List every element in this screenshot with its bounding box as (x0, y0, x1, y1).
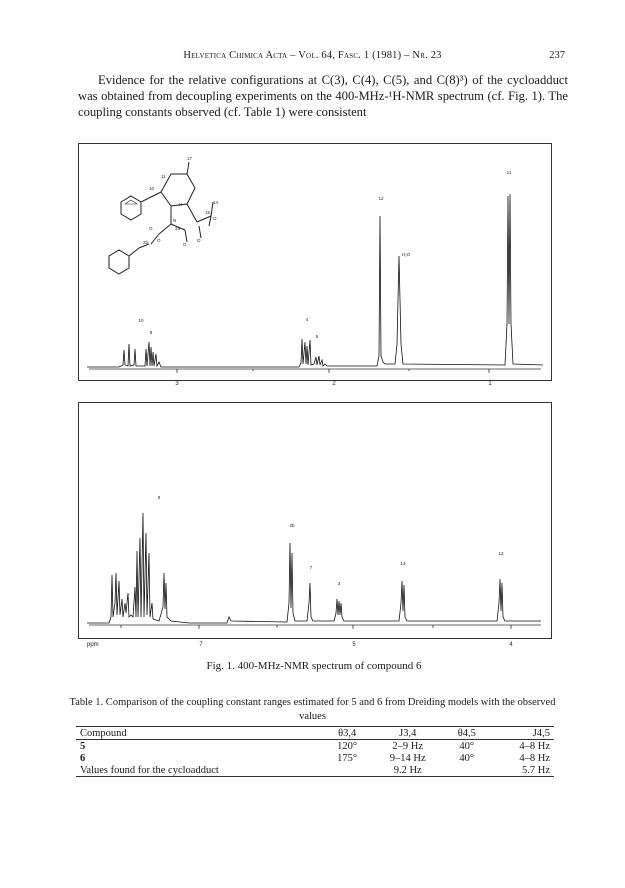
structure-label: O (197, 238, 201, 243)
structure-label: O (183, 242, 187, 247)
table-row: 6 175° 9–14 Hz 40° 4–8 Hz (80, 752, 550, 764)
column-header: Compound (80, 727, 127, 739)
tick-label: 7 (199, 642, 203, 648)
structure-label: O (213, 216, 217, 221)
structure-label: O (157, 238, 161, 243)
peak-label: 12 (378, 196, 384, 201)
journal-header: Helvetica Chimica Acta – Vol. 64, Fasc. 1 (1981) – Nr. 23 (183, 50, 442, 61)
column-header: θ4,5 (457, 727, 476, 739)
table-caption: Table 1. Comparison of the coupling constant ranges estimated for 5 and 6 from Dreiding models with the observed values (69, 697, 556, 722)
structure-label: 11 (161, 174, 166, 179)
structure-label: O (149, 226, 153, 231)
tick-label: 3 (175, 381, 179, 387)
table-row: 5 120° 2–9 Hz 40° 4–8 Hz (80, 740, 550, 752)
spectrum-trace (87, 194, 543, 367)
peak-label: 11 (506, 170, 512, 175)
table-row: Values found for the cycloadduct 9.2 Hz 5.7 Hz (76, 764, 554, 777)
axis-label: ppm (87, 642, 99, 648)
structure-labels (143, 156, 219, 247)
peak-label: 8 (149, 330, 153, 335)
tick-label: 2 (332, 381, 336, 387)
structure-label: H (179, 202, 183, 207)
peak-label: 7 (309, 565, 313, 570)
page-number: 237 (549, 50, 565, 61)
x-ticks (121, 625, 511, 629)
x-ticks (177, 369, 489, 373)
structure-label: 2b (143, 240, 149, 245)
structure-label: 15 (205, 210, 211, 215)
peak-label: 8 (157, 495, 161, 500)
structure-label: 10 (149, 186, 155, 191)
column-header: J3,4 (399, 727, 417, 739)
tick-label: 5 (352, 642, 356, 648)
peak-label: 5 (315, 334, 319, 339)
peak-label: 10 (138, 318, 144, 323)
nmr-spectrum-bottom (78, 402, 552, 648)
body-paragraph: Evidence for the relative configurations at C(3), C(4), C(5), and C(8)³) of the cycloadduct was obtained from decoupling experiments on the 400-MHz-¹H-NMR spectrum (cf. Fig. 1). The coupling constants observed (cf. Table 1) were consistent (78, 73, 568, 119)
tick-label: 1 (488, 381, 492, 387)
body-text (78, 72, 568, 120)
nmr-spectrum-top (78, 143, 552, 387)
coupling-table (76, 726, 554, 777)
structure-label: 14 (213, 200, 219, 205)
structure-label: 17 (187, 156, 193, 161)
peak-label: 2b (289, 523, 295, 528)
column-header: θ3,4 (338, 727, 357, 739)
peak-label: 4 (305, 317, 309, 322)
table-header-row (76, 727, 554, 740)
peak-label: 13 (400, 561, 406, 566)
structure-label: 2a (175, 226, 181, 231)
figure-caption: Fig. 1. 400-MHz-NMR spectrum of compound 6 (206, 660, 422, 672)
structure-label: N (173, 218, 177, 223)
peak-label: 3 (337, 581, 341, 586)
peak-label: H₂O (401, 252, 411, 257)
spectrum-trace (87, 513, 541, 623)
column-header: J4,5 (532, 727, 550, 739)
tick-label: 4 (509, 642, 513, 648)
peak-label: 13 (498, 551, 504, 556)
